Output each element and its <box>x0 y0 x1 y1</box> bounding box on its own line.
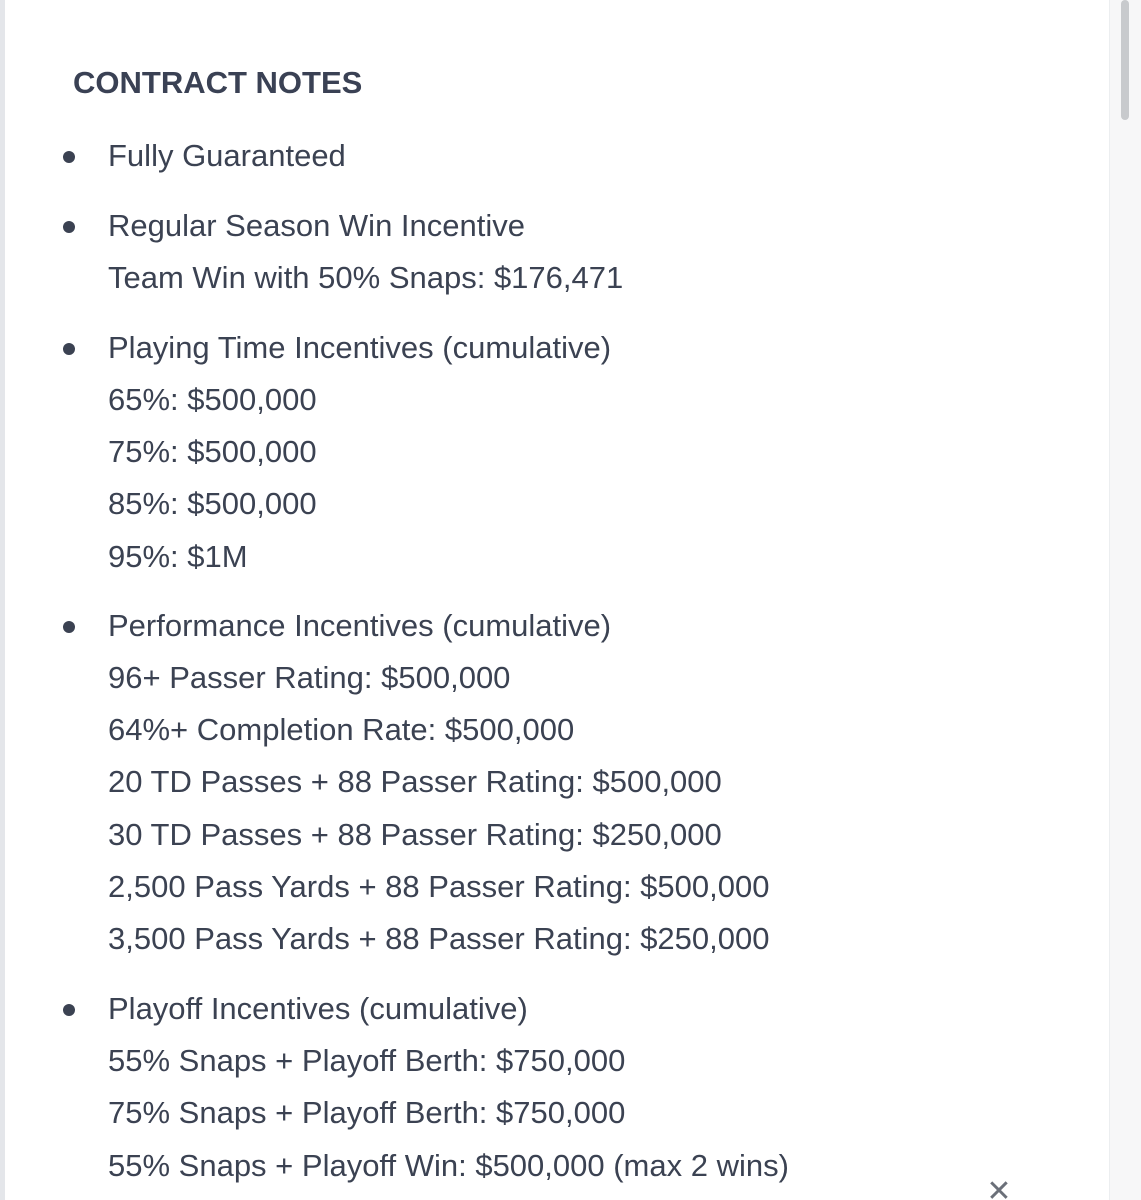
note-detail-line: 75%: $500,000 <box>108 434 317 469</box>
bullet-dot-icon <box>63 343 75 355</box>
note-detail-line: 3,500 Pass Yards + 88 Passer Rating: $250,000 <box>108 921 770 956</box>
note-detail-line: 95%: $1M <box>108 539 248 574</box>
note-detail-line: 30 TD Passes + 88 Passer Rating: $250,000 <box>108 817 722 852</box>
close-icon[interactable]: ✕ <box>986 1174 1012 1200</box>
vertical-scrollbar[interactable] <box>1109 0 1141 1200</box>
note-detail-line: 55% Snaps + Playoff Berth: $750,000 <box>108 1043 626 1078</box>
note-detail-line: 20 TD Passes + 88 Passer Rating: $500,000 <box>108 764 722 799</box>
note-detail-line: 75% Snaps + Playoff Berth: $750,000 <box>108 1095 626 1130</box>
note-detail-line: Team Win with 50% Snaps: $176,471 <box>108 260 624 295</box>
note-title: Playoff Incentives (cumulative) <box>108 991 528 1026</box>
note-detail-line: 96+ Passer Rating: $500,000 <box>108 660 511 695</box>
note-detail-line: 55% Snaps + Playoff Win: $500,000 (max 2 wins) <box>108 1148 789 1183</box>
note-detail-line: 2,500 Pass Yards + 88 Passer Rating: $500,000 <box>108 869 770 904</box>
note-detail-line: 64%+ Completion Rate: $500,000 <box>108 712 575 747</box>
note-title: Performance Incentives (cumulative) <box>108 608 612 643</box>
bullet-dot-icon <box>63 1004 75 1016</box>
contract-notes-heading: CONTRACT NOTES <box>73 65 363 100</box>
note-detail-line: 85%: $500,000 <box>108 486 317 521</box>
scrollbar-thumb[interactable] <box>1121 0 1129 120</box>
note-detail-line: 65%: $500,000 <box>108 382 317 417</box>
bullet-dot-icon <box>63 621 75 633</box>
note-title: Playing Time Incentives (cumulative) <box>108 330 612 365</box>
bullet-dot-icon <box>63 151 75 163</box>
note-title: Fully Guaranteed <box>108 138 346 173</box>
note-title: Regular Season Win Incentive <box>108 208 526 243</box>
bullet-dot-icon <box>63 221 75 233</box>
